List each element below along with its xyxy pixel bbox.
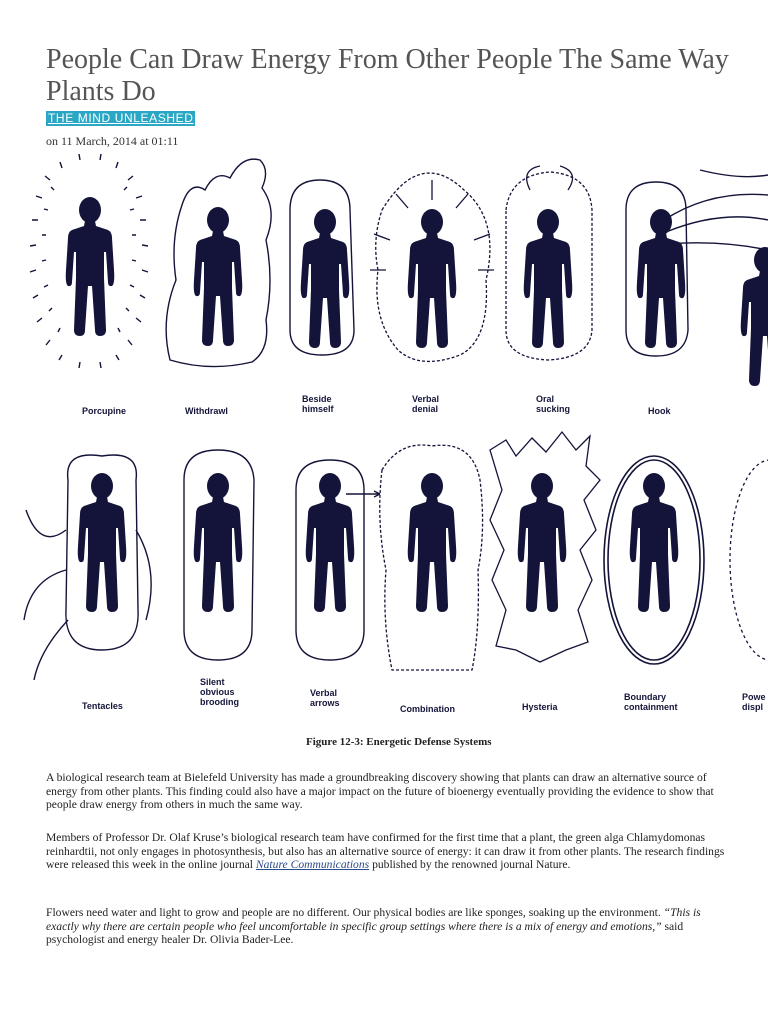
label-verbal-arrows: Verbal xyxy=(310,688,338,698)
category-link[interactable]: THE MIND UNLEASHED xyxy=(48,111,194,125)
svg-text:sucking: sucking xyxy=(536,404,571,414)
energetic-defense-illustration xyxy=(20,150,768,755)
svg-text:himself: himself xyxy=(302,404,334,414)
label-silent-brooding: Silent xyxy=(200,677,225,687)
label-oral-sucking: Oral xyxy=(536,394,555,404)
svg-text:brooding: brooding xyxy=(200,697,239,707)
paragraph-2-text: Members of Professor Dr. Olaf Kruse’s biological research team have confirmed for the first time that a plant, the green alga Chlamydomonas reinhardtii, not only engages in photosynthesis, but also has an alternative source of energy: it can draw it from other plants. The research findings were released this week in the online journal xyxy=(46,831,725,872)
label-tentacles: Tentacles xyxy=(82,701,123,711)
paragraph-2-tail: published by the renowned journal Nature. xyxy=(369,858,571,872)
label-verbal-denial: Verbal xyxy=(412,394,440,404)
svg-text:arrows: arrows xyxy=(310,698,340,708)
publish-date: on 11 March, 2014 at 01:11 xyxy=(46,134,179,148)
paragraph-1: A biological research team at Bielefeld University has made a groundbreaking discovery showing that plants can draw an alternative source of energy from other plants. This finding could also have a major impact on the future of bioenergy eventually providing the evidence to show that people draw energy from others in much the same way. xyxy=(46,771,714,812)
label-porcupine: Porcupine xyxy=(82,406,127,416)
paragraph-3-tail: said psychologist and energy healer Dr. Olivia Bader-Lee. xyxy=(46,919,684,947)
figure-caption: Figure 12-3: Energetic Defense Systems xyxy=(306,736,492,748)
svg-text:denial: denial xyxy=(412,404,439,414)
label-combination: Combination xyxy=(400,704,455,714)
svg-text:displ: displ xyxy=(742,702,764,712)
label-power-display: Powe xyxy=(742,692,766,702)
label-withdrawl: Withdrawl xyxy=(185,406,228,416)
nature-communications-link[interactable]: Nature Communications xyxy=(255,858,370,872)
label-beside-himself: Beside xyxy=(302,394,332,404)
article-title: People Can Draw Energy From Other People The Same Way Plants Do xyxy=(46,44,729,107)
svg-text:containment: containment xyxy=(624,702,678,712)
svg-text:obvious: obvious xyxy=(200,687,235,697)
paragraph-3 xyxy=(46,906,726,947)
label-boundary-containment: Boundary xyxy=(624,692,667,702)
paragraph-2 xyxy=(46,831,726,872)
label-hysteria: Hysteria xyxy=(522,702,558,712)
quote: “This is exactly why there are certain people who feel uncomfortable in specific group settings where there is a mix of energy and emotions,” xyxy=(46,906,701,933)
paragraph-3-text: Flowers need water and light to grow and people are no different. Our physical bodies are like sponges, soaking up the environment. xyxy=(46,906,664,919)
label-hook: Hook xyxy=(648,406,671,416)
